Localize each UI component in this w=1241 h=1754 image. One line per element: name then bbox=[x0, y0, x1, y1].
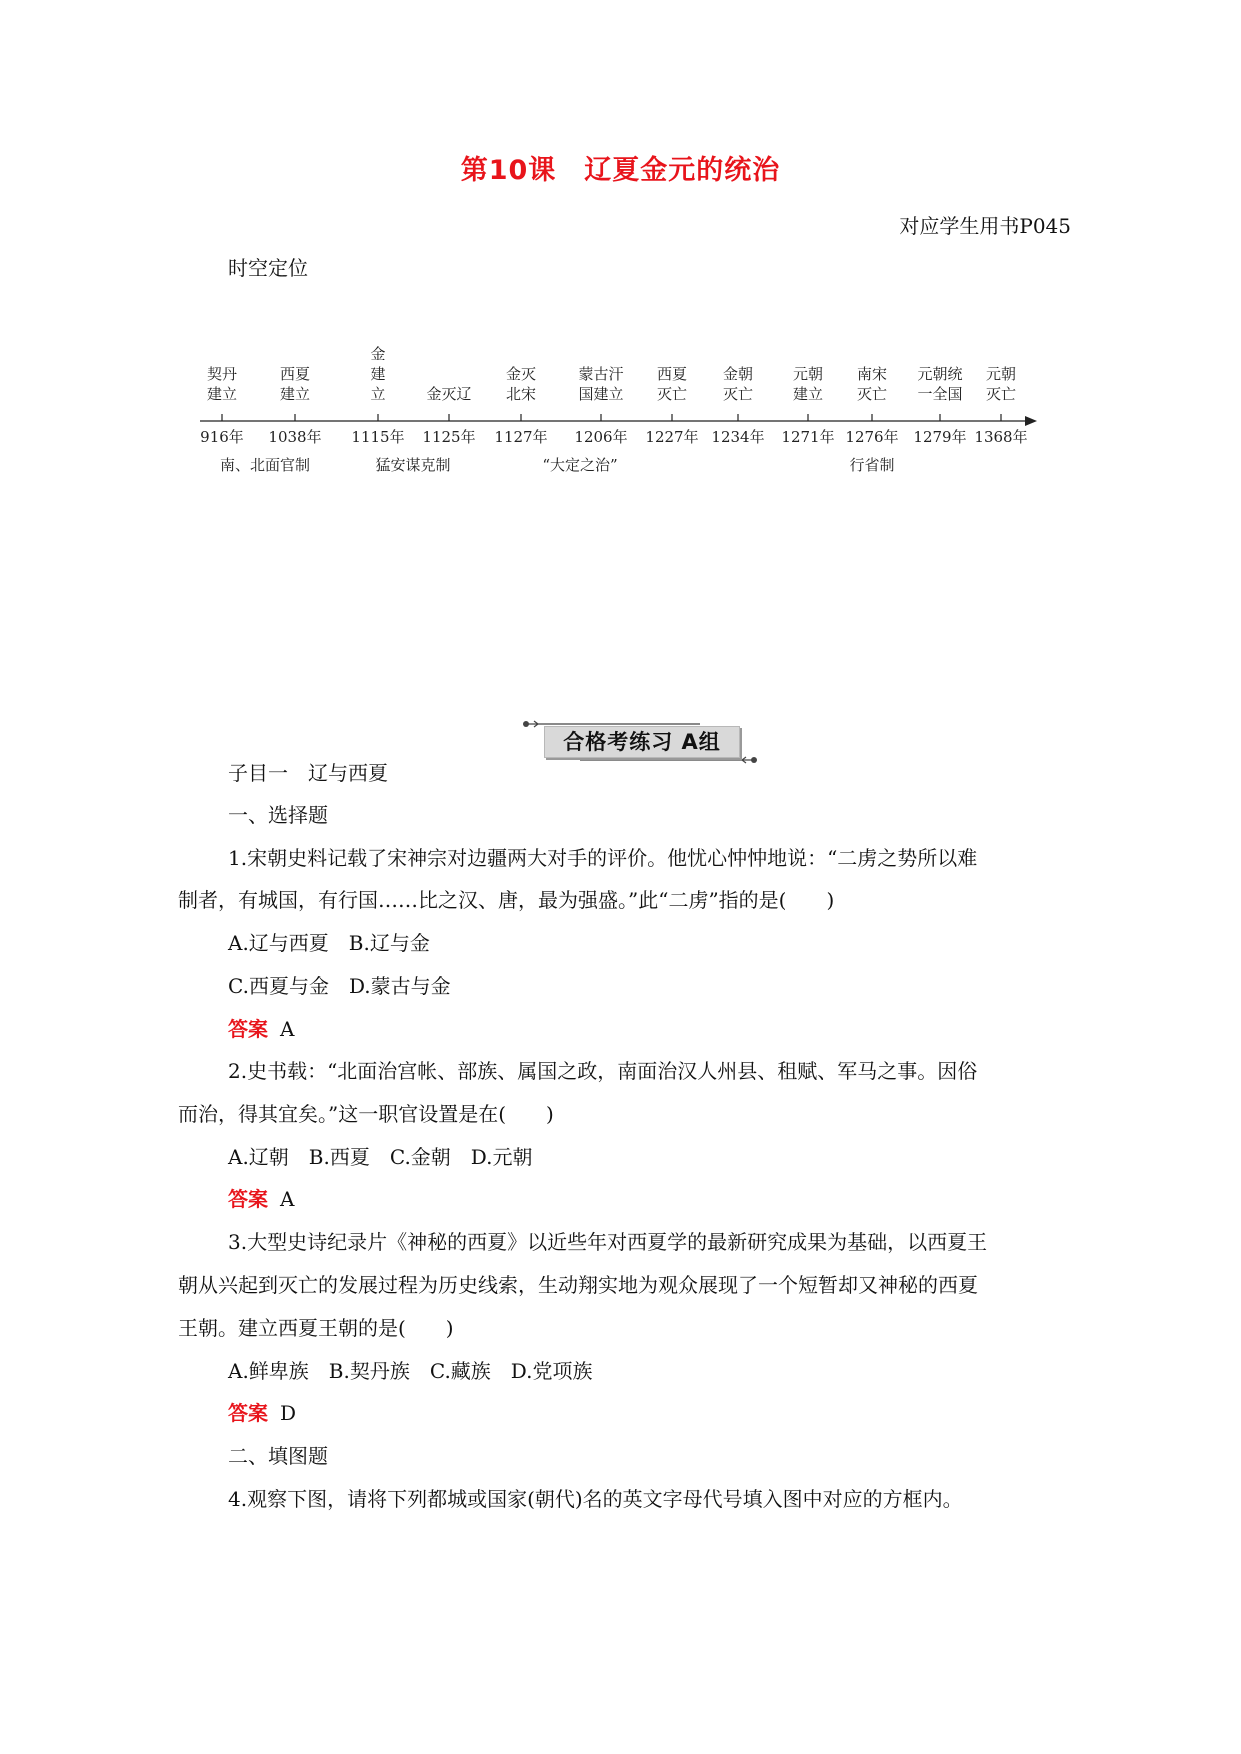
timeline-year: 1279年 bbox=[913, 428, 967, 446]
section-label: 时空定位 bbox=[228, 256, 308, 280]
timeline-year: 916年 bbox=[200, 428, 244, 446]
text-line: A.辽朝 B.西夏 C.金朝 D.元朝 bbox=[228, 1145, 533, 1169]
timeline-year: 1271年 bbox=[781, 428, 835, 446]
timeline-year: 1206年 bbox=[574, 428, 628, 446]
timeline-event-label: 建立 bbox=[792, 385, 824, 403]
text-line: 而治，得其宜矣。”这一职官设置是在( ) bbox=[178, 1102, 554, 1126]
book-reference: 对应学生用书P045 bbox=[899, 214, 1071, 238]
lesson-number: 第10课 bbox=[460, 155, 557, 186]
text-line: 2.史书载：“北面治宫帐、部族、属国之政，南面治汉人州县、租赋、军马之事。因俗 bbox=[228, 1059, 978, 1083]
lesson-title: 辽夏金元的统治 bbox=[584, 155, 781, 186]
timeline-event-label: 金灭 bbox=[505, 365, 537, 383]
timeline-event-label: 元朝统 bbox=[917, 365, 963, 383]
timeline-year: 1115年 bbox=[351, 428, 405, 446]
text-line: 3.大型史诗纪录片《神秘的西夏》以近些年对西夏学的最新研究成果为基础，以西夏王 bbox=[228, 1230, 988, 1254]
timeline-event-label: 建立 bbox=[206, 385, 238, 403]
timeline-event-label: 北宋 bbox=[505, 385, 537, 403]
timeline-event-label: 灭亡 bbox=[656, 385, 688, 403]
timeline-event-label: 契丹 bbox=[206, 365, 238, 383]
timeline-event-label: 元朝 bbox=[792, 365, 824, 383]
timeline-event-label: 西夏 bbox=[279, 365, 311, 383]
timeline-year: 1276年 bbox=[845, 428, 899, 446]
text-line: A.辽与西夏 B.辽与金 bbox=[228, 931, 430, 955]
timeline-year: 1227年 bbox=[645, 428, 699, 446]
timeline-arrow bbox=[1025, 416, 1037, 426]
text-line: A.鲜卑族 B.契丹族 C.藏族 D.党项族 bbox=[228, 1359, 593, 1383]
timeline-note: 行省制 bbox=[849, 456, 895, 474]
answer-value: A bbox=[280, 1187, 295, 1211]
timeline-event-label: 金灭辽 bbox=[426, 385, 472, 403]
answer-line bbox=[228, 1188, 294, 1210]
text-line: 制者，有城国，有行国……比之汉、唐，最为强盛。”此“二虏”指的是( ) bbox=[178, 888, 835, 912]
text-line: 一、选择题 bbox=[228, 803, 328, 827]
timeline-event-label: 建 bbox=[370, 365, 386, 383]
timeline-event-label: 南宋 bbox=[856, 365, 888, 383]
timeline-event-label: 灭亡 bbox=[856, 385, 888, 403]
timeline-event-label: 金朝 bbox=[722, 365, 754, 383]
timeline-year: 1038年 bbox=[268, 428, 322, 446]
timeline-year: 1234年 bbox=[711, 428, 765, 446]
text-line: 子目一 辽与西夏 bbox=[228, 761, 388, 785]
timeline-event-label: 灭亡 bbox=[722, 385, 754, 403]
timeline-event-label: 灭亡 bbox=[985, 385, 1017, 403]
answer-line bbox=[228, 1402, 296, 1424]
text-line: 4.观察下图，请将下列都城或国家(朝代)名的英文字母代号填入图中对应的方框内。 bbox=[228, 1487, 963, 1511]
answer-value: A bbox=[280, 1017, 295, 1041]
text-line: 二、填图题 bbox=[228, 1444, 328, 1468]
text-line: C.西夏与金 D.蒙古与金 bbox=[228, 974, 451, 998]
timeline-event-label: 国建立 bbox=[578, 385, 624, 403]
answer-line bbox=[228, 1018, 294, 1040]
timeline-event-label: 一全国 bbox=[917, 385, 963, 403]
page-title bbox=[0, 148, 1241, 187]
timeline-event-label: 立 bbox=[370, 385, 386, 403]
timeline-event-label: 建立 bbox=[279, 385, 311, 403]
practice-badge bbox=[520, 716, 760, 766]
answer-label: 答案 bbox=[228, 1187, 268, 1211]
timeline-event-label: 元朝 bbox=[985, 365, 1017, 383]
answer-label: 答案 bbox=[228, 1401, 268, 1425]
timeline-event-label: 西夏 bbox=[656, 365, 688, 383]
timeline-year: 1368年 bbox=[974, 428, 1028, 446]
text-line: 1.宋朝史料记载了宋神宗对边疆两大对手的评价。他忧心忡忡地说：“二虏之势所以难 bbox=[228, 846, 978, 870]
timeline-event-label: 蒙古汗 bbox=[578, 365, 624, 383]
timeline-note: 南、北面官制 bbox=[219, 456, 311, 474]
timeline-note: “大定之治” bbox=[542, 456, 618, 474]
text-line: 王朝。建立西夏王朝的是( ) bbox=[178, 1316, 454, 1340]
timeline-year: 1127年 bbox=[494, 428, 548, 446]
timeline-year: 1125年 bbox=[422, 428, 476, 446]
answer-label: 答案 bbox=[228, 1017, 268, 1041]
practice-badge-label: 合格考练习 A组 bbox=[544, 726, 740, 758]
timeline-event-label: 金 bbox=[370, 345, 386, 363]
answer-value: D bbox=[280, 1401, 297, 1425]
text-line: 朝从兴起到灭亡的发展过程为历史线索，生动翔实地为观众展现了一个短暂却又神秘的西夏 bbox=[178, 1273, 978, 1297]
timeline-note: 猛安谋克制 bbox=[375, 456, 451, 474]
timeline bbox=[0, 340, 1241, 490]
